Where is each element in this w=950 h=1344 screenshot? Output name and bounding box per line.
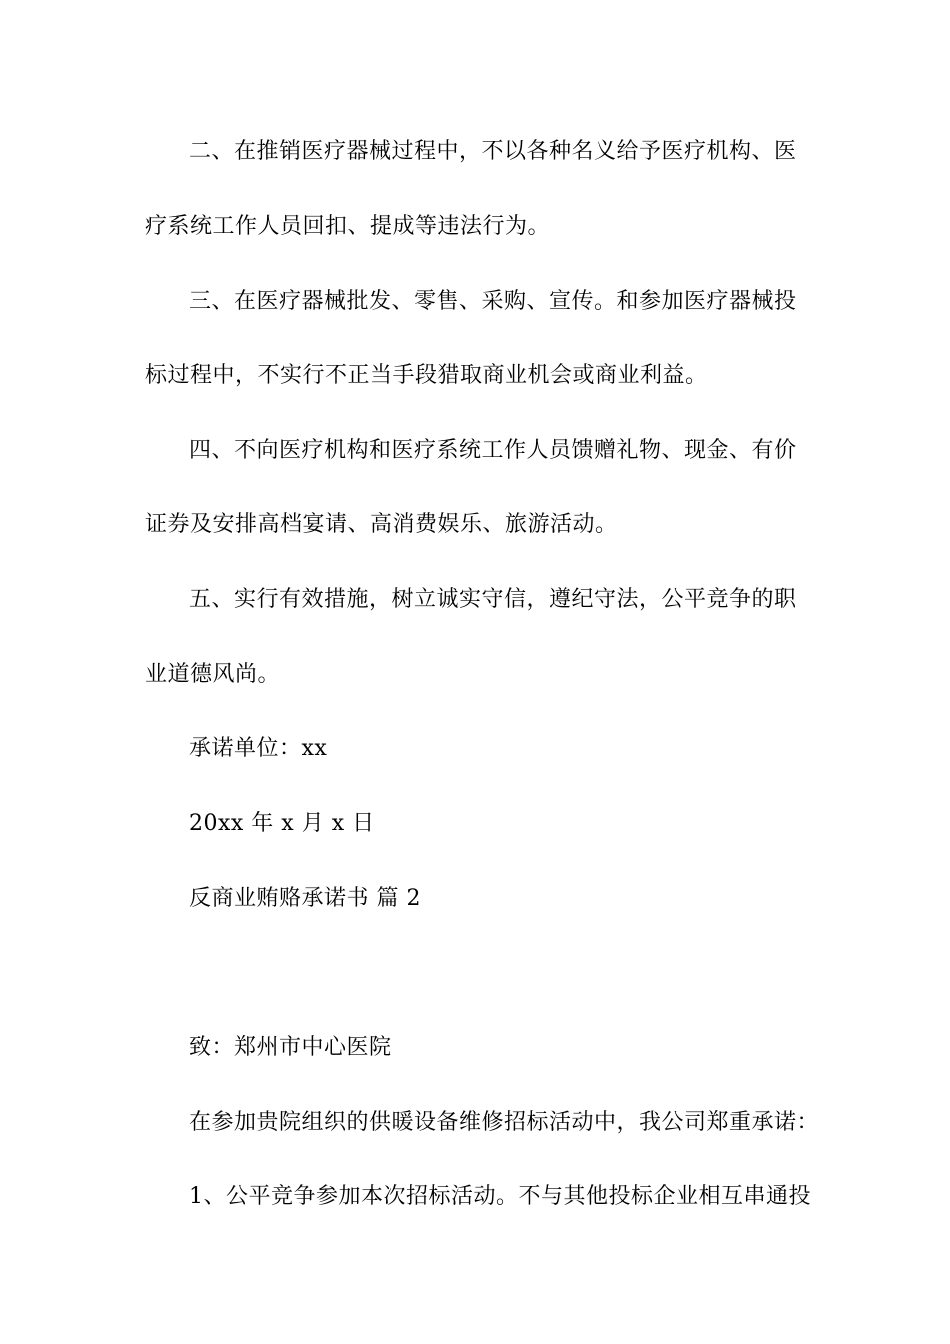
paragraph-5-line-1: 五、实行有效措施，树立诚实守信，遵纪守法，公平竞争的职 [189,587,797,612]
intro-paragraph: 在参加贵院组织的供暖设备维修招标活动中，我公司郑重承诺： [189,1110,820,1135]
paragraph-3-line-2: 标过程中，不实行不正当手段猎取商业机会或商业利益。 [145,363,708,388]
signature-date: 20xx 年 x 月 x 日 [189,811,375,836]
addressee: 致：郑州市中心医院 [189,1035,392,1060]
paragraph-2-line-2: 疗系统工作人员回扣、提成等违法行为。 [145,214,551,239]
paragraph-5-line-2: 业道德风尚。 [145,662,281,687]
signature-unit: 承诺单位：xx [189,736,328,761]
paragraph-2-line-1: 二、在推销医疗器械过程中，不以各种名义给予医疗机构、医 [189,139,797,164]
item-1-line-1: 1、公平竞争参加本次招标活动。不与其他投标企业相互串通投 [189,1184,811,1209]
paragraph-4-line-1: 四、不向医疗机构和医疗系统工作人员馈赠礼物、现金、有价 [189,438,797,463]
paragraph-4-line-2: 证券及安排高档宴请、高消费娱乐、旅游活动。 [145,512,618,537]
paragraph-3-line-1: 三、在医疗器械批发、零售、采购、宣传。和参加医疗器械投 [189,289,797,314]
section-heading: 反商业贿赂承诺书 篇 2 [189,886,421,911]
